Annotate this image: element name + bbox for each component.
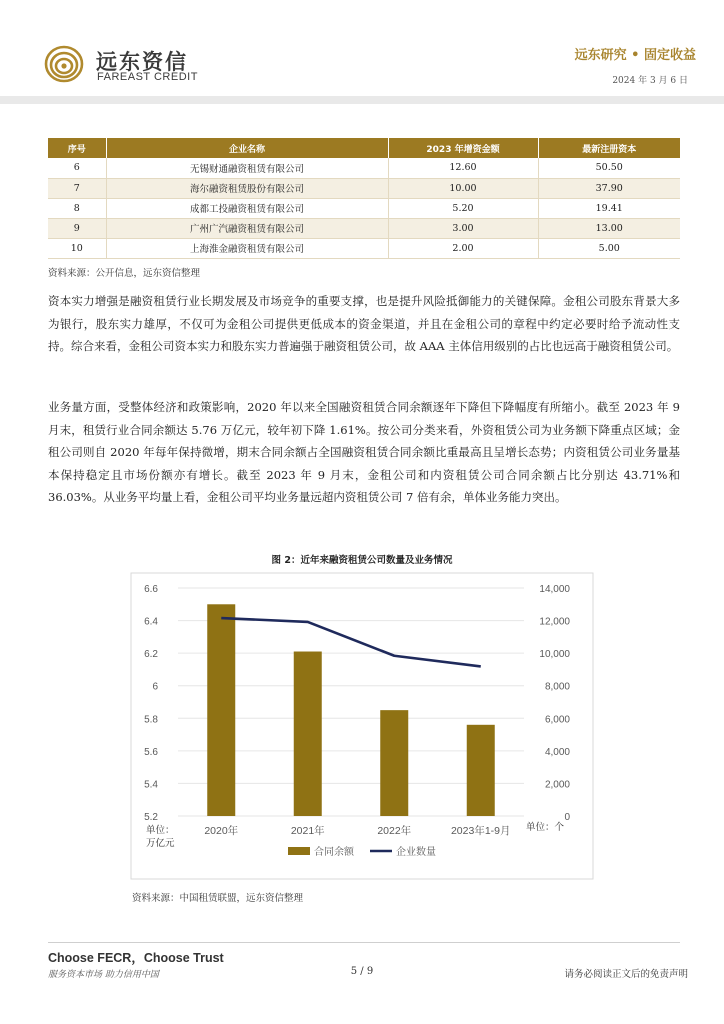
column-header-increase: 2023 年增资金额 [388, 138, 538, 158]
paragraph-capital-strength: 资本实力增强是融资租赁行业长期发展及市场竞争的重要支撑，也是提升风险抵御能力的关键保障。金租公司股东背景大多为银行，股东实力雄厚，不仅可为金租公司提供更低成本的资金渠道，并且在金租公司的章程中约定必要时给予流动性支持。综合来看，金租公司资本实力和股东实力普遍强于融资租赁公司，故 AAA 主体信用级别的占比也远高于融资租赁公司。 [48, 294, 680, 353]
cell-increase: 2.00 [388, 238, 538, 258]
y-right-tick-label: 0 [564, 812, 570, 823]
cell-increase: 3.00 [388, 218, 538, 238]
column-header-index: 序号 [48, 138, 106, 158]
y-right-unit-label: 单位：个 [526, 822, 565, 833]
table-row [48, 198, 680, 218]
y-right-tick-label: 10,000 [539, 649, 570, 661]
y-left-unit-label-cont: 万亿元 [146, 838, 175, 849]
cell-increase: 5.20 [388, 198, 538, 218]
capital-increase-table [48, 138, 680, 259]
cell-company: 成都工投融资租赁有限公司 [106, 198, 388, 218]
footer-slogan-sub: 服务资本市场 助力信用中国 [48, 970, 159, 980]
y-left-tick-label: 5.6 [144, 746, 158, 758]
fareast-logo-icon [42, 44, 86, 84]
x-tick-label: 2023年1-9月 [450, 825, 511, 837]
y-left-tick-label: 6 [152, 681, 158, 693]
y-right-tick-label: 12,000 [539, 616, 570, 628]
x-tick-label: 2021年 [290, 825, 325, 837]
legend-label-contract-balance: 合同余额 [314, 847, 354, 858]
table-row [48, 178, 680, 198]
cell-index: 6 [48, 158, 106, 178]
x-tick-label: 2022年 [377, 825, 412, 837]
bar-contract-balance [294, 652, 322, 816]
y-right-tick-label: 2,000 [544, 779, 570, 791]
y-left-tick-label: 6.4 [144, 616, 158, 628]
footer-slogan: Choose FECR，Choose Trust [48, 951, 224, 965]
x-tick-label: 2020年 [204, 825, 239, 837]
cell-company: 上海淮金融资租赁有限公司 [106, 238, 388, 258]
table-row [48, 218, 680, 238]
page-number: 5 / 9 [350, 966, 374, 977]
cell-increase: 10.00 [388, 178, 538, 198]
cell-capital: 50.50 [538, 158, 680, 178]
footer-divider [48, 942, 680, 943]
cell-index: 8 [48, 198, 106, 218]
legend-bar-swatch [288, 847, 310, 855]
figure-title: 图 2：近年来融资租赁公司数量及业务情况 [271, 555, 453, 566]
report-date: 2024 年 3 月 6 日 [612, 76, 688, 86]
y-right-tick-label: 4,000 [544, 746, 570, 758]
chart-frame [131, 573, 593, 879]
cell-company: 海尔融资租赁股份有限公司 [106, 178, 388, 198]
leasing-companies-chart [130, 572, 594, 880]
table-row [48, 158, 680, 178]
cell-index: 10 [48, 238, 106, 258]
header-divider [0, 96, 724, 104]
y-left-tick-label: 6.6 [144, 584, 158, 595]
brand-name-cn: 远东资信 [96, 50, 188, 74]
page-header [0, 0, 724, 104]
y-left-tick-label: 5.2 [144, 812, 158, 823]
y-right-tick-label: 8,000 [544, 681, 570, 693]
column-header-capital: 最新注册资本 [538, 138, 680, 158]
cell-capital: 19.41 [538, 198, 680, 218]
cell-capital: 5.00 [538, 238, 680, 258]
cell-index: 9 [48, 218, 106, 238]
y-right-tick-label: 6,000 [544, 714, 570, 726]
y-left-tick-label: 6.2 [144, 649, 158, 661]
cell-capital: 37.90 [538, 178, 680, 198]
cell-increase: 12.60 [388, 158, 538, 178]
bar-contract-balance [207, 604, 235, 816]
column-header-company: 企业名称 [106, 138, 388, 158]
report-series: 远东研究 • 固定收益 [574, 48, 696, 63]
y-right-tick-label: 14,000 [539, 584, 570, 595]
y-left-tick-label: 5.4 [144, 779, 158, 791]
footer-disclaimer: 请务必阅读正文后的免责声明 [564, 969, 688, 980]
brand-name-en: FAREAST CREDIT [97, 71, 198, 83]
y-left-tick-label: 5.8 [144, 714, 158, 726]
y-left-unit-label: 单位： [146, 825, 175, 836]
bar-contract-balance [380, 710, 408, 816]
table-header-row [48, 138, 680, 158]
table-source-note: 资料来源：公开信息，远东资信整理 [48, 268, 201, 279]
paragraph-business-volume: 业务量方面，受整体经济和政策影响，2020 年以来全国融资租赁合同余额逐年下降但下降幅度有所缩小。截至 2023 年 9 月末，租赁行业合同余额达 5.76 万亿元，较年初下降 1.61%。按公司分类来看，外资租赁公司为业务额下降重点区域；金租公司则自 2020 年每年保持微增，期末合同余额占全国融资租赁合同余额比重最高且呈增长态势；内资租赁公司业务量基本保持稳定且市场份额亦有增长。截至 2023 年 9 月末，金租公司和内资租赁公司合同余额占比分别达 43.71%和 36.03%。从业务平均量上看，金租公司平均业务量远超内资租赁公司 7 倍有余，单体业务能力突出。 [48, 400, 680, 504]
legend-label-company-count: 企业数量 [396, 847, 436, 858]
figure-source-note: 资料来源：中国租赁联盟，远东资信整理 [132, 893, 304, 904]
cell-company: 广州广汽融资租赁有限公司 [106, 218, 388, 238]
table-row [48, 238, 680, 258]
cell-index: 7 [48, 178, 106, 198]
cell-company: 无锡财通融资租赁有限公司 [106, 158, 388, 178]
cell-capital: 13.00 [538, 218, 680, 238]
bar-contract-balance [467, 725, 495, 816]
